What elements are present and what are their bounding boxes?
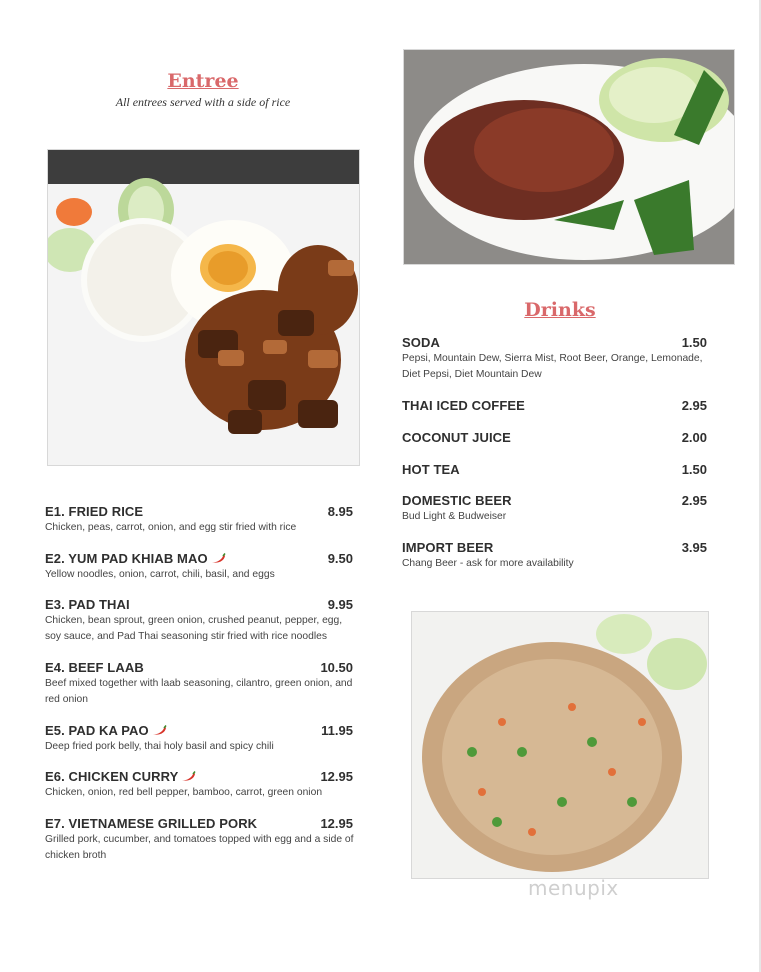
item-name: E4. BEEF LAAB [45, 660, 144, 675]
menu-item [45, 551, 353, 583]
beef-laab-image [404, 50, 734, 264]
entree-title: Entree [167, 70, 239, 92]
item-description: Deep fried pork belly, thai holy basil and spicy chili [45, 741, 274, 752]
fried-rice-photo [411, 611, 709, 879]
drink-item [402, 430, 707, 445]
chili-pepper-icon [181, 771, 196, 782]
item-description: Bud Light & Budweiser [402, 511, 507, 522]
menu-item [45, 504, 353, 536]
item-name: E3. PAD THAI [45, 597, 130, 612]
item-description: Chicken, peas, carrot, onion, and egg stir fried with rice [45, 522, 297, 533]
item-name-wrap [45, 723, 167, 738]
item-price: 9.50 [327, 551, 353, 566]
item-name: E7. VIETNAMESE GRILLED PORK [45, 816, 258, 831]
item-name: SODA [402, 335, 440, 350]
item-price: 2.95 [681, 493, 707, 508]
item-description: Grilled pork, cucumber, and tomatoes topped with egg and a side of chicken broth [45, 834, 354, 861]
item-description: Chang Beer - ask for more availability [402, 558, 574, 569]
item-name: DOMESTIC BEER [402, 493, 512, 508]
drink-item [402, 493, 707, 525]
drinks-title: Drinks [524, 299, 596, 321]
pad-ka-pao-photo [47, 149, 360, 466]
item-price: 3.95 [681, 540, 707, 555]
item-name: E5. PAD KA PAO [45, 723, 149, 738]
item-price: 10.50 [320, 660, 353, 675]
fried-rice-image [412, 612, 708, 878]
item-price: 11.95 [321, 723, 353, 738]
drink-item [402, 462, 707, 477]
item-price: 8.95 [327, 504, 353, 519]
item-description: Pepsi, Mountain Dew, Sierra Mist, Root Beer, Orange, Lemonade, Diet Pepsi, Diet Mountain Dew [402, 353, 703, 380]
item-name: IMPORT BEER [402, 540, 494, 555]
item-description: Chicken, bean sprout, green onion, crushed peanut, pepper, egg, soy sauce, and Pad Thai seasoning stir fried with rice noodles [45, 615, 343, 642]
item-price: 12.95 [320, 769, 353, 784]
item-description: Beef mixed together with laab seasoning, cilantro, green onion, and red onion [45, 678, 353, 705]
chili-pepper-icon [211, 553, 226, 564]
item-price: 2.00 [681, 430, 707, 445]
item-name: THAI ICED COFFEE [402, 398, 525, 413]
item-price: 1.50 [681, 335, 707, 350]
drink-item [402, 335, 720, 383]
menu-item [45, 723, 353, 755]
entree-subtitle: All entrees served with a side of rice [115, 95, 291, 109]
item-name: COCONUT JUICE [402, 430, 511, 445]
item-price: 9.95 [327, 597, 353, 612]
drink-item [402, 540, 707, 572]
item-name: E2. YUM PAD KHIAB MAO [45, 551, 208, 566]
menu-item [45, 660, 353, 708]
item-description: Yellow noodles, onion, carrot, chili, basil, and eggs [45, 569, 275, 580]
menu-item [45, 597, 353, 645]
menupix-watermark: menupix [528, 876, 619, 900]
item-price: 2.95 [681, 398, 707, 413]
menu-item [45, 769, 353, 801]
item-price: 1.50 [681, 462, 707, 477]
drink-item [402, 398, 707, 413]
item-name: HOT TEA [402, 462, 460, 477]
item-description: Chicken, onion, red bell pepper, bamboo, carrot, green onion [45, 787, 323, 798]
item-name-wrap [45, 551, 226, 566]
item-name: E6. CHICKEN CURRY [45, 769, 179, 784]
chili-pepper-icon [152, 725, 167, 736]
item-name: E1. FRIED RICE [45, 504, 144, 519]
pad-ka-pao-image [48, 150, 359, 465]
menu-item [45, 816, 358, 864]
item-price: 12.95 [320, 816, 353, 831]
item-name-wrap [45, 769, 196, 784]
beef-laab-photo [403, 49, 735, 265]
